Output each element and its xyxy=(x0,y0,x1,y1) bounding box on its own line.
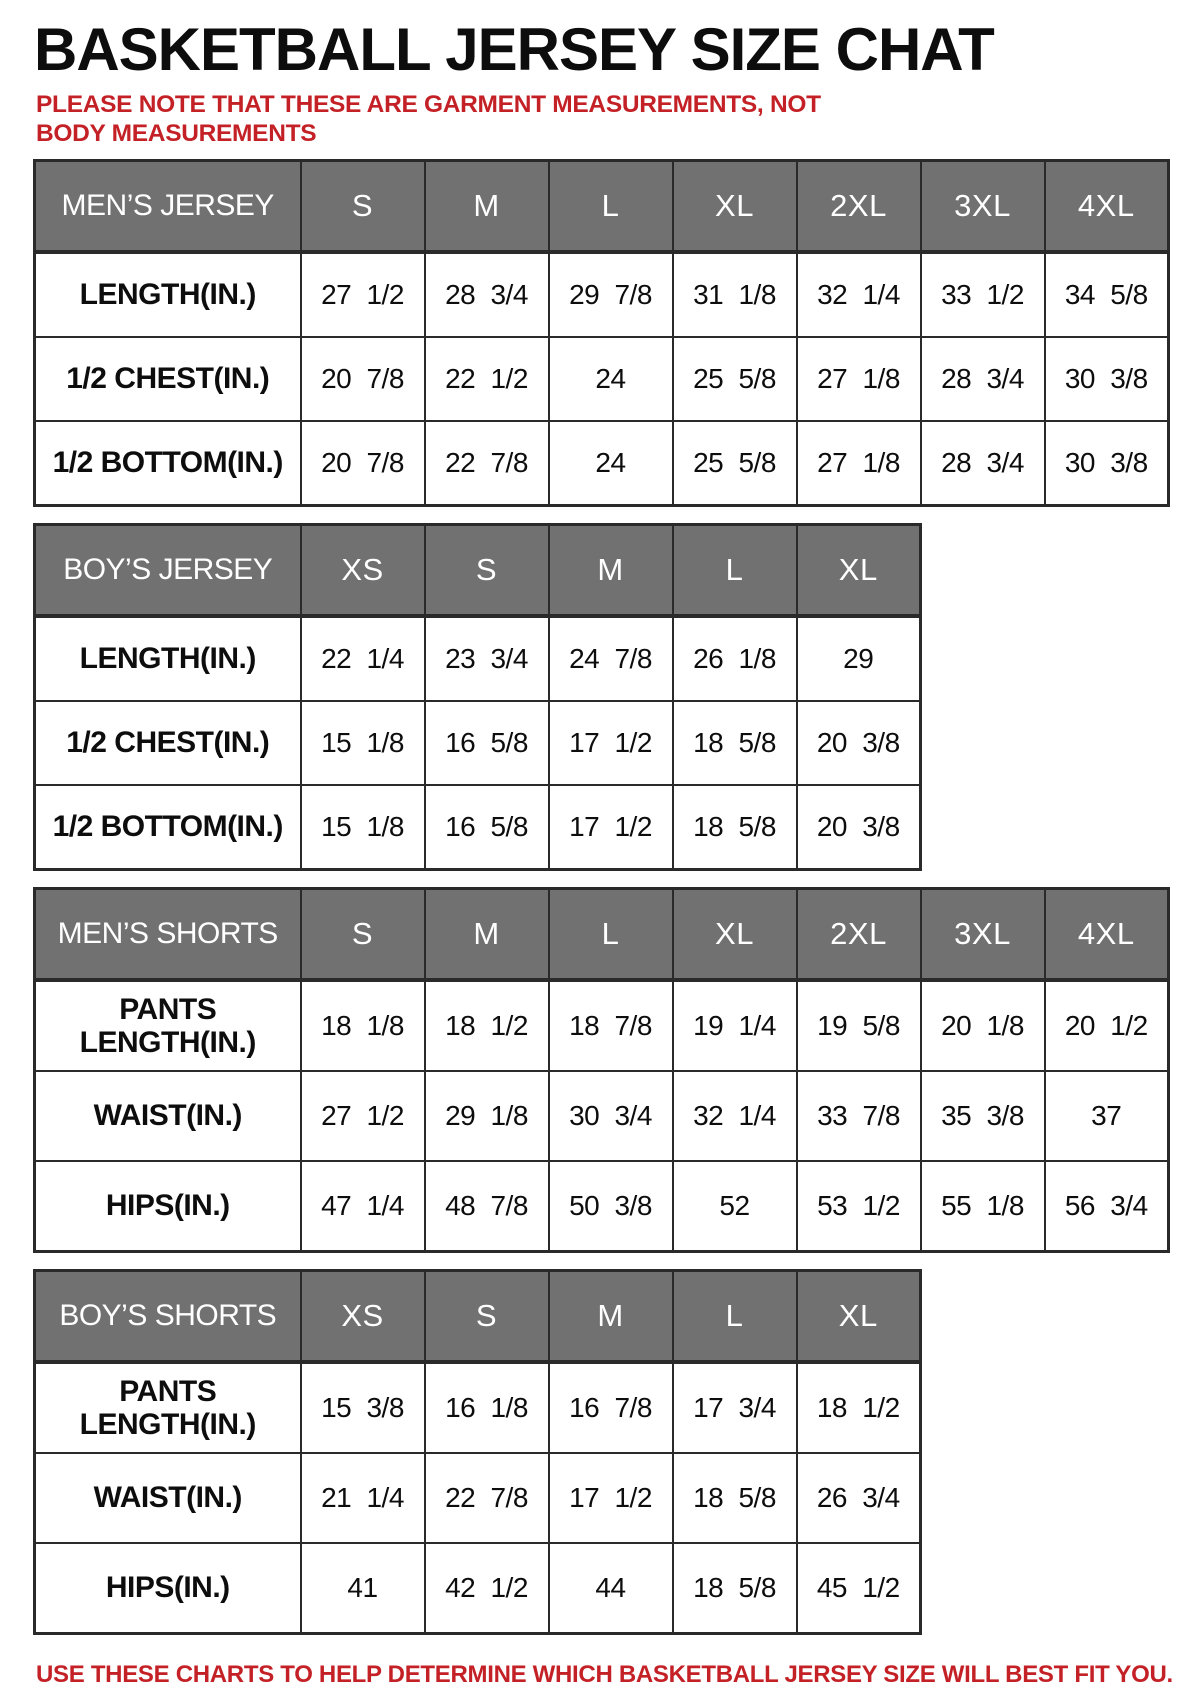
measurement-value-cell: 27 1/8 xyxy=(797,421,921,506)
size-column-header: L xyxy=(549,888,673,980)
measurement-value-cell: 32 1/4 xyxy=(797,252,921,337)
measurement-value-cell: 18 1/2 xyxy=(425,980,549,1071)
measurement-value-cell: 47 1/4 xyxy=(301,1161,425,1252)
measurement-row-label: LENGTH(IN.) xyxy=(35,252,301,337)
measurement-row-label: PANTS LENGTH(IN.) xyxy=(35,980,301,1071)
measurement-value-cell: 20 1/8 xyxy=(921,980,1045,1071)
measurement-value-cell: 18 5/8 xyxy=(673,701,797,785)
measurement-value-cell: 19 5/8 xyxy=(797,980,921,1071)
measurement-value-cell: 18 7/8 xyxy=(549,980,673,1071)
measurement-value-cell: 18 5/8 xyxy=(673,785,797,870)
size-column-header: XL xyxy=(797,1270,921,1362)
measurement-value-cell: 52 xyxy=(673,1161,797,1252)
size-column-header: S xyxy=(301,888,425,980)
measurement-value-cell: 29 7/8 xyxy=(549,252,673,337)
measurement-value-cell: 16 1/8 xyxy=(425,1362,549,1453)
boys-jersey-title-cell: BOY’S JERSEY xyxy=(35,524,301,616)
mens-jersey-title-cell: MEN’S JERSEY xyxy=(35,160,301,252)
measurement-value-cell: 53 1/2 xyxy=(797,1161,921,1252)
garment-measurement-note: PLEASE NOTE THAT THESE ARE GARMENT MEASUREMENTS, NOT BODY MEASUREMENTS xyxy=(36,91,821,148)
size-header-row xyxy=(35,888,1169,980)
size-column-header: XL xyxy=(673,888,797,980)
measurement-value-cell: 33 7/8 xyxy=(797,1071,921,1161)
size-column-header: 4XL xyxy=(1045,888,1169,980)
size-column-header: S xyxy=(425,524,549,616)
measurement-value-cell: 18 5/8 xyxy=(673,1543,797,1634)
mens-jersey-table xyxy=(33,159,1170,507)
measurement-value-cell: 22 7/8 xyxy=(425,1453,549,1543)
measurement-row xyxy=(35,1543,921,1634)
measurement-value-cell: 20 3/8 xyxy=(797,785,921,870)
measurement-value-cell: 22 1/4 xyxy=(301,616,425,701)
measurement-value-cell: 25 5/8 xyxy=(673,421,797,506)
measurement-value-cell: 55 1/8 xyxy=(921,1161,1045,1252)
measurement-value-cell: 17 1/2 xyxy=(549,1453,673,1543)
size-header-row xyxy=(35,524,921,616)
measurement-row-label: HIPS(IN.) xyxy=(35,1543,301,1634)
measurement-value-cell: 32 1/4 xyxy=(673,1071,797,1161)
measurement-value-cell: 20 3/8 xyxy=(797,701,921,785)
size-column-header: 3XL xyxy=(921,888,1045,980)
page-title: BASKETBALL JERSEY SIZE CHAT xyxy=(34,16,994,83)
mens-shorts-table xyxy=(33,887,1170,1253)
measurement-value-cell: 26 1/8 xyxy=(673,616,797,701)
size-column-header: M xyxy=(425,888,549,980)
measurement-row-label: 1/2 BOTTOM(IN.) xyxy=(35,785,301,870)
size-column-header: S xyxy=(425,1270,549,1362)
measurement-value-cell: 33 1/2 xyxy=(921,252,1045,337)
size-column-header: XL xyxy=(797,524,921,616)
measurement-value-cell: 24 7/8 xyxy=(549,616,673,701)
measurement-row-label: PANTS LENGTH(IN.) xyxy=(35,1362,301,1453)
measurement-value-cell: 16 5/8 xyxy=(425,701,549,785)
measurement-value-cell: 29 1/8 xyxy=(425,1071,549,1161)
size-column-header: L xyxy=(549,160,673,252)
measurement-value-cell: 37 xyxy=(1045,1071,1169,1161)
measurement-row xyxy=(35,1161,1169,1252)
measurement-value-cell: 25 5/8 xyxy=(673,337,797,421)
measurement-value-cell: 16 7/8 xyxy=(549,1362,673,1453)
measurement-row xyxy=(35,1453,921,1543)
measurement-value-cell: 28 3/4 xyxy=(921,337,1045,421)
measurement-value-cell: 24 xyxy=(549,337,673,421)
measurement-value-cell: 18 5/8 xyxy=(673,1453,797,1543)
measurement-row xyxy=(35,252,1169,337)
measurement-value-cell: 27 1/2 xyxy=(301,252,425,337)
size-column-header: 2XL xyxy=(797,160,921,252)
measurement-row xyxy=(35,421,1169,506)
measurement-value-cell: 31 1/8 xyxy=(673,252,797,337)
measurement-row xyxy=(35,1362,921,1453)
measurement-value-cell: 27 1/2 xyxy=(301,1071,425,1161)
size-column-header: L xyxy=(673,524,797,616)
measurement-row xyxy=(35,616,921,701)
measurement-value-cell: 22 7/8 xyxy=(425,421,549,506)
measurement-value-cell: 29 xyxy=(797,616,921,701)
measurement-value-cell: 17 3/4 xyxy=(673,1362,797,1453)
measurement-value-cell: 24 xyxy=(549,421,673,506)
size-header-row xyxy=(35,160,1169,252)
size-column-header: L xyxy=(673,1270,797,1362)
measurement-value-cell: 30 3/8 xyxy=(1045,337,1169,421)
measurement-value-cell: 21 1/4 xyxy=(301,1453,425,1543)
size-column-header: S xyxy=(301,160,425,252)
boys-shorts-table xyxy=(33,1269,922,1635)
measurement-value-cell: 18 1/8 xyxy=(301,980,425,1071)
measurement-value-cell: 28 3/4 xyxy=(921,421,1045,506)
measurement-value-cell: 20 1/2 xyxy=(1045,980,1169,1071)
measurement-value-cell: 27 1/8 xyxy=(797,337,921,421)
measurement-value-cell: 20 7/8 xyxy=(301,421,425,506)
mens-shorts-title-cell: MEN’S SHORTS xyxy=(35,888,301,980)
size-column-header: M xyxy=(425,160,549,252)
measurement-value-cell: 15 1/8 xyxy=(301,785,425,870)
measurement-row xyxy=(35,785,921,870)
size-column-header: XL xyxy=(673,160,797,252)
measurement-value-cell: 19 1/4 xyxy=(673,980,797,1071)
measurement-value-cell: 17 1/2 xyxy=(549,701,673,785)
measurement-row-label: 1/2 BOTTOM(IN.) xyxy=(35,421,301,506)
measurement-row xyxy=(35,337,1169,421)
measurement-row xyxy=(35,980,1169,1071)
measurement-row xyxy=(35,1071,1169,1161)
measurement-value-cell: 26 3/4 xyxy=(797,1453,921,1543)
measurement-row-label: HIPS(IN.) xyxy=(35,1161,301,1252)
size-column-header: XS xyxy=(301,524,425,616)
measurement-value-cell: 22 1/2 xyxy=(425,337,549,421)
measurement-value-cell: 16 5/8 xyxy=(425,785,549,870)
size-column-header: M xyxy=(549,524,673,616)
measurement-value-cell: 34 5/8 xyxy=(1045,252,1169,337)
size-column-header: 3XL xyxy=(921,160,1045,252)
measurement-value-cell: 28 3/4 xyxy=(425,252,549,337)
measurement-value-cell: 42 1/2 xyxy=(425,1543,549,1634)
size-column-header: M xyxy=(549,1270,673,1362)
measurement-value-cell: 35 3/8 xyxy=(921,1071,1045,1161)
measurement-row-label: WAIST(IN.) xyxy=(35,1453,301,1543)
measurement-value-cell: 30 3/4 xyxy=(549,1071,673,1161)
measurement-value-cell: 44 xyxy=(549,1543,673,1634)
measurement-row-label: WAIST(IN.) xyxy=(35,1071,301,1161)
measurement-value-cell: 23 3/4 xyxy=(425,616,549,701)
boys-shorts-title-cell: BOY’S SHORTS xyxy=(35,1270,301,1362)
measurement-row-label: 1/2 CHEST(IN.) xyxy=(35,701,301,785)
measurement-value-cell: 20 7/8 xyxy=(301,337,425,421)
measurement-value-cell: 17 1/2 xyxy=(549,785,673,870)
measurement-value-cell: 45 1/2 xyxy=(797,1543,921,1634)
size-column-header: 4XL xyxy=(1045,160,1169,252)
size-column-header: 2XL xyxy=(797,888,921,980)
footer-note: USE THESE CHARTS TO HELP DETERMINE WHICH BASKETBALL JERSEY SIZE WILL BEST FIT YOU. xyxy=(36,1660,1173,1688)
measurement-value-cell: 50 3/8 xyxy=(549,1161,673,1252)
boys-jersey-table xyxy=(33,523,922,871)
measurement-value-cell: 41 xyxy=(301,1543,425,1634)
measurement-value-cell: 30 3/8 xyxy=(1045,421,1169,506)
measurement-value-cell: 48 7/8 xyxy=(425,1161,549,1252)
measurement-row-label: 1/2 CHEST(IN.) xyxy=(35,337,301,421)
measurement-value-cell: 15 3/8 xyxy=(301,1362,425,1453)
measurement-value-cell: 56 3/4 xyxy=(1045,1161,1169,1252)
measurement-value-cell: 15 1/8 xyxy=(301,701,425,785)
measurement-row xyxy=(35,701,921,785)
size-column-header: XS xyxy=(301,1270,425,1362)
measurement-value-cell: 18 1/2 xyxy=(797,1362,921,1453)
measurement-row-label: LENGTH(IN.) xyxy=(35,616,301,701)
size-header-row xyxy=(35,1270,921,1362)
